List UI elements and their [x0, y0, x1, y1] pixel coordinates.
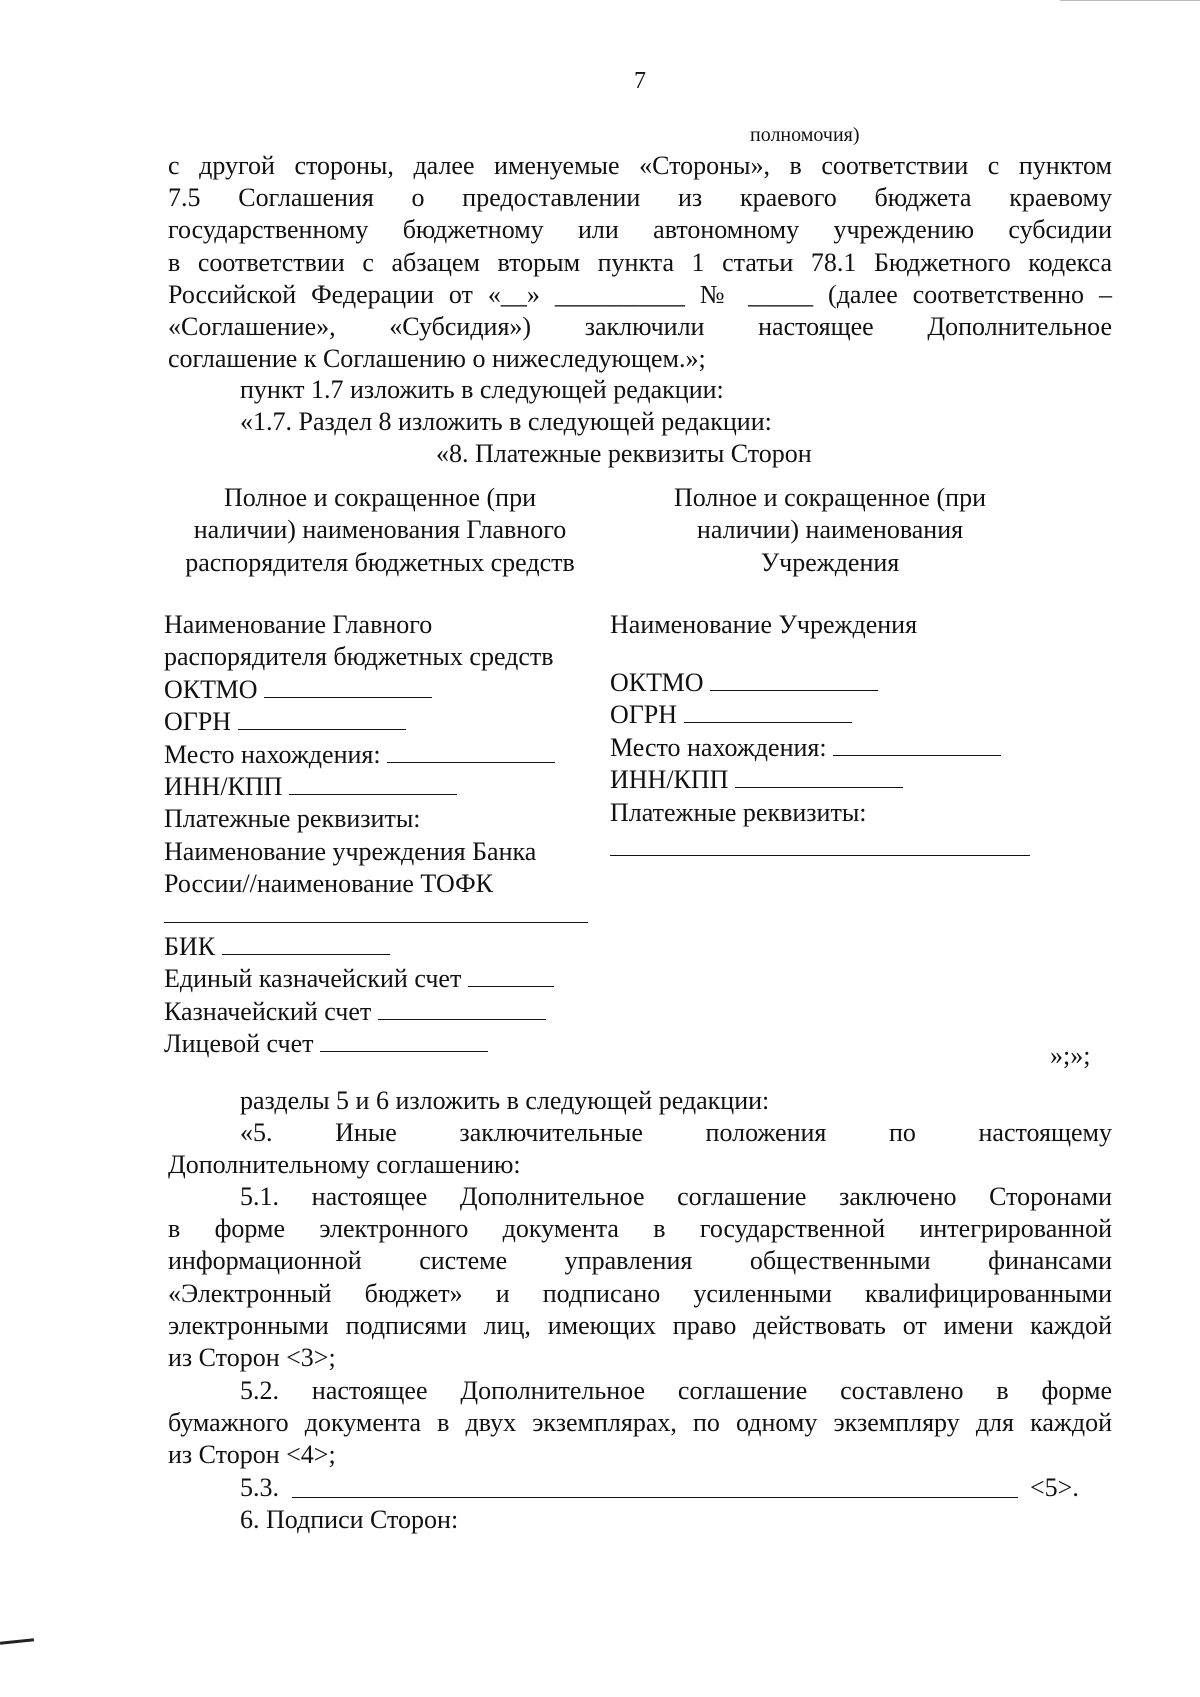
scan-edge — [1060, 0, 1200, 1]
field-label: ОКТМО — [610, 668, 704, 697]
item-1-7: пункт 1.7 изложить в следующей редакции: — [240, 375, 724, 404]
closing-mark: »;»; — [1050, 1041, 1091, 1070]
scan-mark — [0, 1638, 34, 1645]
item-5-2-line: бумажного документа в двух экземплярах, по одному экземпляру для каждой — [168, 1408, 1112, 1438]
inst-ogrn — [610, 699, 1001, 731]
item-5-1-line: «Электронный бюджет» и подписано усиленными квалифицированными — [168, 1278, 1112, 1308]
item-5-3-ref: <5>. — [1030, 1473, 1079, 1502]
gr-name-line2: распорядителя бюджетных средств — [164, 642, 554, 672]
blank-line — [238, 707, 406, 730]
item-5-3-blank-line — [292, 1497, 1018, 1498]
blank-line — [684, 700, 852, 723]
header-line: Полное и сокращенное (при — [673, 483, 987, 512]
item-5-1-line: 5.1. настоящее Дополнительное соглашение заключено Сторонами — [240, 1182, 1112, 1211]
inst-oktmo — [610, 667, 1001, 699]
right-fields-details — [610, 667, 1001, 829]
field-label: Место нахождения: — [164, 739, 381, 769]
blank-line — [387, 740, 555, 763]
item-5-3-label: 5.3. — [240, 1473, 279, 1502]
section-8-title: «8. Платежные реквизиты Сторон — [436, 439, 812, 468]
sections-5-6-intro: разделы 5 и 6 изложить в следующей редакции: — [240, 1086, 770, 1115]
item-5-1 — [168, 1181, 1112, 1374]
item-5-3 — [240, 1472, 279, 1504]
item-5-2-line: 5.2. настоящее Дополнительное соглашение составлено в форме — [240, 1376, 1112, 1405]
item-1-7-quote: «1.7. Раздел 8 изложить в следующей редакции: — [240, 407, 772, 436]
field-label: ИНН/КПП — [164, 772, 283, 802]
gr-location — [164, 739, 555, 771]
field-label: Лицевой счет — [164, 1029, 314, 1059]
blank-line — [833, 733, 1001, 756]
section-5-heading — [168, 1117, 1112, 1181]
intro-paragraph — [168, 150, 1112, 375]
blank-line — [378, 997, 546, 1020]
section-5-line: Дополнительному соглашению: — [168, 1150, 521, 1180]
field-label: ОКТМО — [164, 674, 258, 704]
gr-ogrn — [164, 706, 555, 738]
left-fields — [164, 609, 555, 901]
gr-bank-line1: Наименование учреждения Банка — [164, 836, 537, 866]
item-5-2 — [168, 1375, 1112, 1472]
gr-name-line1: Наименование Главного — [164, 610, 433, 639]
inst-payment-blank-line — [610, 855, 1030, 856]
inst-payment-details: Платежные реквизиты: — [610, 797, 867, 827]
intro-line: Российской Федерации от «__» __________ № _____ (далее соответственно – — [168, 279, 1112, 309]
field-label: Единый казначейский счет — [164, 964, 462, 994]
item-5-1-line: электронными подписями лиц, имеющих право действовать от имени каждой — [168, 1310, 1112, 1340]
gr-oktmo — [164, 674, 555, 706]
right-fields — [610, 609, 917, 641]
intro-line: в соответствии с абзацем вторым пункта 1 статьи 78.1 Бюджетного кодекса — [168, 247, 1112, 277]
field-label: ОГРН — [164, 707, 232, 737]
blank-line — [264, 675, 432, 698]
section-6: 6. Подписи Сторон: — [240, 1505, 459, 1534]
blank-line — [222, 932, 390, 955]
intro-line: соглашение к Соглашению о нижеследующем.»; — [168, 344, 706, 374]
intro-line: с другой стороны, далее именуемые «Стороны», в соответствии с пунктом — [168, 151, 1112, 180]
header-line: Учреждения — [760, 547, 900, 577]
gr-bank-line2: России//наименование ТОФК — [164, 869, 493, 899]
blank-line — [289, 772, 457, 795]
intro-line: «Соглашение», «Субсидия») заключили настоящее Дополнительное — [168, 312, 1112, 342]
field-label: БИК — [164, 932, 216, 961]
left-column-header — [160, 482, 600, 579]
header-line: распорядителя бюджетных средств — [185, 547, 575, 577]
gr-payment-details: Платежные реквизиты: — [164, 804, 421, 834]
field-label: ОГРН — [610, 700, 678, 730]
blank-line — [710, 668, 878, 691]
top-note: полномочия) — [750, 124, 860, 146]
blank-line — [468, 964, 554, 987]
right-column-header — [610, 482, 1050, 579]
intro-line: государственному бюджетному или автономному учреждению субсидии — [168, 215, 1112, 245]
field-label: Казначейский счет — [164, 996, 372, 1026]
field-label: ИНН/КПП — [610, 765, 729, 795]
page-number: 7 — [634, 68, 646, 94]
section-5-line: «5. Иные заключительные положения по настоящему — [240, 1118, 1112, 1147]
left-fields-accounts — [164, 931, 554, 1061]
header-line: наличии) наименования Главного — [193, 515, 567, 545]
gr-personal-account — [164, 1028, 554, 1060]
blank-line — [320, 1029, 488, 1052]
item-5-1-line: информационной системе управления общественными финансами — [168, 1246, 1112, 1276]
tofk-blank-line — [164, 922, 588, 923]
gr-single-account — [164, 963, 554, 995]
field-label: Место нахождения: — [610, 732, 827, 762]
gr-bik — [164, 931, 554, 963]
intro-line: 7.5 Соглашения о предоставлении из краевого бюджета краевому — [168, 183, 1112, 213]
header-line: Полное и сокращенное (при — [223, 483, 537, 512]
item-5-1-line: из Сторон <3>; — [168, 1343, 336, 1373]
inst-inn-kpp — [610, 764, 1001, 796]
inst-name: Наименование Учреждения — [610, 610, 918, 639]
gr-treasury-account — [164, 996, 554, 1028]
item-5-1-line: в форме электронного документа в государственной интегрированной — [168, 1214, 1112, 1244]
inst-location — [610, 732, 1001, 764]
gr-inn-kpp — [164, 771, 555, 803]
header-line: наличии) наименования — [696, 515, 964, 545]
blank-line — [735, 765, 903, 788]
item-5-2-line: из Сторон <4>; — [168, 1440, 336, 1470]
